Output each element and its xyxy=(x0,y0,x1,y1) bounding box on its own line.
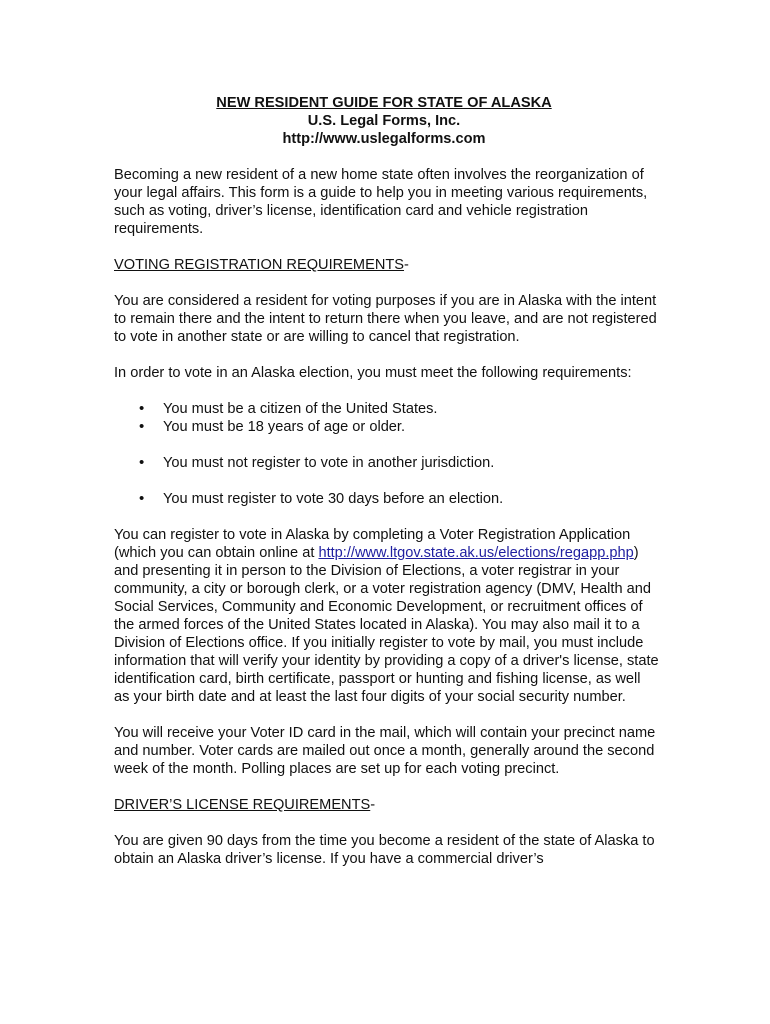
voting-heading-text: VOTING REGISTRATION REQUIREMENTS xyxy=(114,257,405,273)
voting-registration-paragraph xyxy=(114,526,659,706)
intro-paragraph: Becoming a new resident of a new home state often involves the reorganization of your legal affairs. This form is a guide to help you in meeting various requirements, such as voting, driver’s license, identification card and vehicle registration requirements. xyxy=(114,167,648,237)
document-title: NEW RESIDENT GUIDE FOR STATE OF ALASKA xyxy=(216,95,552,111)
voting-requirements-intro: In order to vote in an Alaska election, you must meet the following requirements: xyxy=(114,365,632,381)
document-header xyxy=(114,94,654,148)
voting-section-heading xyxy=(114,256,659,274)
voting-heading-suffix: - xyxy=(404,257,409,273)
voter-card-paragraph: You will receive your Voter ID card in the mail, which will contain your precinct name and number. Voter cards are mailed out once a month, generally around the second week of the month. Polling places are set up for each voting precinct. xyxy=(114,725,656,777)
drivers-license-heading-text: DRIVER’S LICENSE REQUIREMENTS xyxy=(114,797,371,813)
voting-requirements-list xyxy=(114,400,659,508)
drivers-license-heading-suffix: - xyxy=(370,797,376,813)
drivers-license-section-heading xyxy=(114,796,659,814)
list-item: • You must not register to vote in another jurisdiction. xyxy=(114,454,659,472)
voter-registration-link[interactable]: http://www.ltgov.state.ak.us/elections/regapp.php xyxy=(318,545,634,561)
voting-residency-paragraph: You are considered a resident for voting purposes if you are in Alaska with the intent to remain there and the intent to return there when you leave, and are not registered to vote in another state or are willing to cancel that registration. xyxy=(114,293,657,345)
company-name: U.S. Legal Forms, Inc. xyxy=(307,113,461,129)
document-page xyxy=(114,94,659,886)
list-item: • You must be 18 years of age or older. xyxy=(114,418,659,436)
company-website: http://www.uslegalforms.com xyxy=(282,131,486,147)
list-item: • You must register to vote 30 days before an election. xyxy=(114,490,659,508)
registration-text-after-link: ) and presenting it in person to the Division of Elections, a voter registrar in your community, a city or borough clerk, or a voter registration agency (DMV, Health and Social Services, Community and Economic Development, or recruitment offices of the armed forces of the United States located in Alaska). You may also mail it to a Division of Elections office. If you initially register to vote by mail, you must include information that will verify your identity by providing a copy of a driver's license, state identification card, birth certificate, passport or hunting and fishing license, as well as your birth date and at least the last four digits of your social security number. xyxy=(114,545,659,705)
drivers-license-paragraph: You are given 90 days from the time you become a resident of the state of Alaska to obtain an Alaska driver’s license. If you have a commercial driver’s xyxy=(114,833,655,867)
list-item: • You must be a citizen of the United States. xyxy=(114,400,659,418)
registration-text-before-link: You can register to vote in Alaska by completing a Voter Registration Application (which you can obtain online at xyxy=(114,527,631,561)
